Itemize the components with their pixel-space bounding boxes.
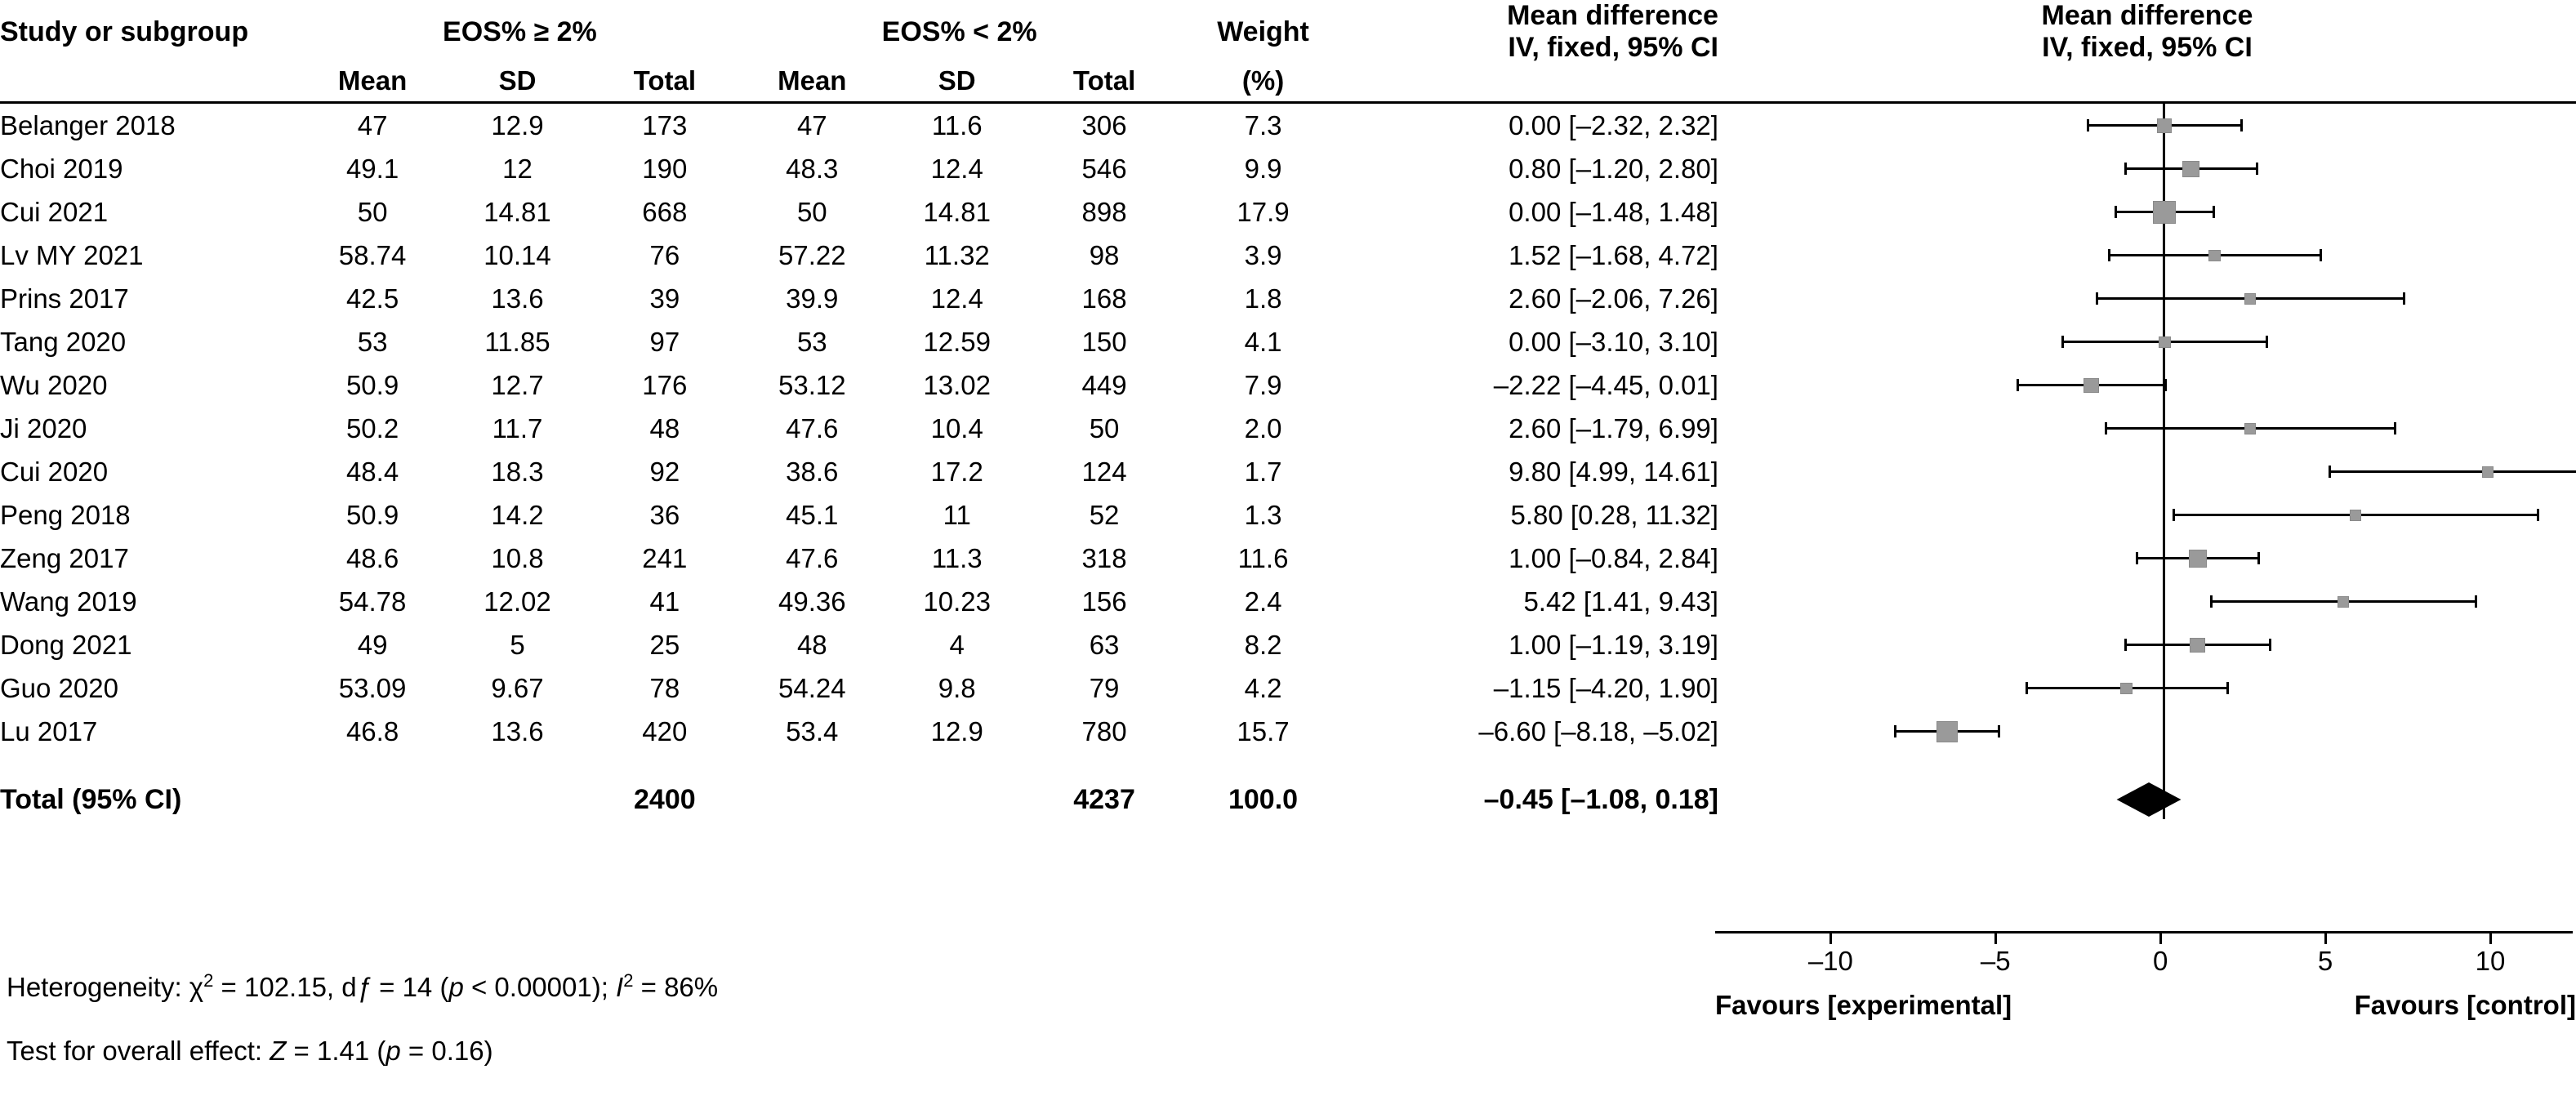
row-mean-2: 53.4	[786, 715, 839, 746]
row-sd-2: 12.9	[930, 715, 983, 746]
row-mean-difference: 5.80 [0.28, 11.32]	[1510, 499, 1718, 530]
row-study-name: Wang 2019	[0, 586, 137, 617]
ci-cap-left	[2096, 292, 2098, 305]
header-group-2: EOS% < 2%	[881, 16, 1037, 47]
row-plot	[1718, 277, 2576, 320]
row-plot-cell	[1718, 407, 2576, 450]
ci-cap-right	[2266, 336, 2268, 348]
row-plot	[1718, 363, 2576, 407]
header-mean-difference	[1347, 0, 1718, 65]
effect-marker	[2244, 293, 2256, 305]
row-weight: 1.7	[1244, 456, 1282, 487]
row-sd-2: 11.3	[931, 542, 983, 573]
header-total-1: Total	[633, 65, 697, 96]
header-spacer	[0, 65, 300, 103]
row-plot	[1718, 190, 2576, 234]
axis-label-right: Favours [control]	[2354, 990, 2576, 1020]
total-mean-difference: –0.45 [–1.08, 0.18]	[1483, 783, 1718, 815]
ci-cap-left	[2173, 509, 2175, 521]
row-plot	[1718, 493, 2576, 537]
row-weight: 2.4	[1244, 586, 1282, 617]
row-mean-2: 47.6	[786, 542, 839, 573]
row-total-1: 36	[649, 499, 680, 530]
effect-marker	[2189, 550, 2207, 568]
row-study-name: Zeng 2017	[0, 542, 129, 573]
table-row[interactable]	[0, 234, 2576, 277]
ci-cap-left	[2115, 206, 2117, 218]
table-row[interactable]	[0, 710, 2576, 753]
row-plot	[1718, 407, 2576, 450]
ci-cap-right	[2164, 379, 2167, 391]
row-mean-1: 46.8	[345, 715, 399, 746]
row-mean-2: 38.6	[786, 456, 839, 487]
zero-effect-line	[2163, 448, 2165, 495]
header-plot-title: Mean difference	[2041, 0, 2253, 31]
row-total-1: 76	[649, 239, 680, 270]
row-mean-difference: 5.42 [1.41, 9.43]	[1523, 586, 1718, 617]
row-study-name: Ji 2020	[0, 412, 87, 443]
row-mean-1: 48.6	[345, 542, 399, 573]
row-sd-2: 4	[949, 629, 965, 660]
row-weight: 11.6	[1237, 542, 1289, 573]
header-plot-sub: IV, fixed, 95% CI	[2042, 32, 2253, 63]
row-sd-2: 11.32	[924, 239, 990, 270]
effect-marker	[2482, 466, 2494, 478]
ci-cap-right	[2320, 249, 2322, 261]
row-total-1: 241	[642, 542, 688, 573]
row-study-name: Dong 2021	[0, 629, 132, 660]
row-sd-1: 12.9	[445, 103, 590, 148]
row-sd-1: 12.7	[491, 369, 544, 400]
row-sd-1: 5	[510, 629, 525, 660]
row-plot-cell	[1718, 666, 2576, 710]
table-row[interactable]	[0, 623, 2576, 666]
row-plot	[1718, 320, 2576, 363]
row-total-2: 898	[1081, 196, 1127, 227]
row-mean-difference: 2.60 [–1.79, 6.99]	[1509, 412, 1718, 443]
row-weight: 15.7	[1237, 715, 1290, 746]
header-weight-unit: (%)	[1241, 65, 1285, 96]
row-sd-2: 10.23	[923, 586, 991, 617]
table-row[interactable]	[0, 580, 2576, 623]
row-study-name: Peng 2018	[0, 499, 131, 530]
effect-marker	[2244, 423, 2256, 434]
ci-cap-left	[2136, 552, 2138, 564]
row-mean-difference: –6.60 [–8.18, –5.02]	[1478, 715, 1718, 746]
row-sd-1: 18.3	[491, 456, 544, 487]
row-study-name: Wu 2020	[0, 369, 108, 400]
row-total-2: 318	[1081, 542, 1127, 573]
row-plot-cell	[1718, 710, 2576, 753]
row-sd-2: 11	[943, 499, 971, 530]
row-total-1: 41	[649, 586, 680, 617]
row-weight: 8.2	[1244, 629, 1282, 660]
table-row[interactable]	[0, 407, 2576, 450]
row-plot	[1718, 234, 2576, 277]
ci-cap-left	[2105, 422, 2107, 434]
row-mean-2: 48	[796, 629, 827, 660]
header-md-title: Mean difference	[1507, 0, 1718, 31]
row-total-2: 50	[1089, 412, 1120, 443]
row-sd-2: 14.81	[923, 196, 991, 227]
table-row[interactable]	[0, 363, 2576, 407]
row-mean-2: 49.36	[778, 586, 846, 617]
row-weight: 9.9	[1244, 153, 1282, 184]
ci-cap-right	[2394, 422, 2396, 434]
axis-tick	[1829, 933, 1832, 944]
row-mean-2: 48.3	[786, 153, 839, 184]
row-plot	[1718, 147, 2576, 190]
row-sd-1: 14.81	[484, 196, 551, 227]
axis-tick	[2159, 933, 2162, 944]
row-sd-1: 14.2	[491, 499, 544, 530]
row-plot-cell	[1718, 103, 2576, 148]
row-sd-1: 12.02	[484, 586, 551, 617]
effect-marker	[2182, 161, 2199, 177]
total-weight: 100.0	[1228, 783, 1299, 815]
row-plot-cell	[1718, 580, 2576, 623]
table-row[interactable]	[0, 147, 2576, 190]
row-total-1: 173	[590, 103, 739, 148]
axis-tick-label: 10	[2475, 946, 2506, 976]
row-mean-1: 42.5	[345, 283, 399, 314]
header-md-spacer	[1347, 65, 1718, 103]
plot-axis	[1715, 931, 2576, 1103]
ci-cap-right	[2213, 206, 2215, 218]
row-sd-1: 11.85	[484, 326, 550, 357]
row-total-2: 156	[1081, 586, 1127, 617]
heterogeneity-stat: Heterogeneity: $\chi^2 = 102.15$, dƒ = 14 (p < 0.00001); $I^2 = 86\%$	[7, 970, 719, 1002]
row-mean-difference: 1.00 [–1.19, 3.19]	[1509, 629, 1718, 660]
ci-cap-right	[2269, 639, 2271, 651]
row-plot	[1718, 623, 2576, 666]
row-mean-1: 53	[357, 326, 388, 357]
row-mean-1: 47	[300, 103, 445, 148]
ci-cap-right	[2403, 292, 2405, 305]
ci-cap-left	[2087, 119, 2089, 131]
total-row	[0, 774, 2576, 825]
row-total-2: 63	[1089, 629, 1120, 660]
row-sd-2: 13.02	[923, 369, 991, 400]
row-total-2: 150	[1081, 326, 1127, 357]
table-row[interactable]	[0, 320, 2576, 363]
row-mean-difference: 0.00 [–3.10, 3.10]	[1509, 326, 1718, 357]
zero-effect-line	[2163, 708, 2165, 755]
row-total-1: 92	[649, 456, 680, 487]
ci-cap-right	[2537, 509, 2539, 521]
row-sd-2: 17.2	[930, 456, 983, 487]
row-plot	[1718, 104, 2576, 147]
row-total-1: 668	[642, 196, 688, 227]
row-mean-2: 39.9	[786, 283, 839, 314]
row-sd-1: 9.67	[491, 672, 544, 703]
row-sd-1: 13.6	[491, 715, 544, 746]
row-weight: 7.9	[1244, 369, 1282, 400]
row-mean-difference: 0.80 [–1.20, 2.80]	[1509, 153, 1718, 184]
row-total-1: 420	[642, 715, 688, 746]
ci-cap-right	[2257, 552, 2260, 564]
row-plot-cell	[1718, 493, 2576, 537]
row-study-name: Guo 2020	[0, 672, 118, 703]
zero-effect-line	[2163, 492, 2165, 538]
row-study-name: Prins 2017	[0, 283, 129, 314]
row-mean-difference: 1.52 [–1.68, 4.72]	[1509, 239, 1718, 270]
axis-tick-label: –5	[1980, 946, 2011, 976]
row-mean-1: 50	[357, 196, 388, 227]
row-plot-cell	[1718, 190, 2576, 234]
axis-tick-label: –10	[1807, 946, 1853, 976]
row-sd-1: 10.14	[484, 239, 551, 270]
row-weight: 4.2	[1244, 672, 1282, 703]
row-total-2: 79	[1089, 672, 1120, 703]
table-row[interactable]	[0, 103, 2576, 148]
ci-cap-right	[2256, 163, 2258, 175]
effect-marker	[2208, 250, 2221, 262]
row-sd-2: 12.4	[930, 153, 983, 184]
row-total-2: 306	[1029, 103, 1179, 148]
table-row[interactable]	[0, 666, 2576, 710]
row-total-1: 25	[649, 629, 680, 660]
effect-marker	[2350, 510, 2361, 521]
row-mean-difference: 0.00 [–2.32, 2.32]	[1347, 103, 1718, 148]
row-sd-1: 12	[502, 153, 533, 184]
row-total-1: 39	[649, 283, 680, 314]
row-mean-1: 58.74	[338, 239, 407, 270]
ci-cap-left	[2017, 379, 2019, 391]
row-total-1: 78	[649, 672, 680, 703]
row-sd-1: 13.6	[491, 283, 544, 314]
row-mean-difference: –1.15 [–4.20, 1.90]	[1493, 672, 1718, 703]
overall-effect-stat: Test for overall effect: Z = 1.41 (p = 0.16)	[7, 1036, 493, 1066]
row-total-1: 97	[649, 326, 680, 357]
row-mean-2: 57.22	[778, 239, 846, 270]
header-mean-1: Mean	[337, 65, 408, 96]
row-weight: 4.1	[1244, 326, 1282, 357]
summary-diamond	[1718, 774, 2576, 825]
ci-line	[2329, 470, 2576, 473]
effect-marker	[2190, 638, 2205, 653]
axis-tick-label: 0	[2153, 946, 2168, 976]
row-sd-2: 9.8	[938, 672, 976, 703]
effect-marker	[2157, 118, 2172, 133]
row-mean-2: 47.6	[786, 412, 839, 443]
row-total-2: 168	[1081, 283, 1127, 314]
table-row[interactable]	[0, 450, 2576, 493]
row-plot-cell	[1718, 363, 2576, 407]
table-spacer-row	[0, 753, 2576, 774]
row-study-name: Belanger 2018	[0, 103, 300, 148]
row-plot-cell	[1718, 147, 2576, 190]
row-plot	[1718, 537, 2576, 580]
effect-marker	[2153, 201, 2176, 224]
row-mean-2: 53	[796, 326, 827, 357]
row-study-name: Lu 2017	[0, 715, 98, 746]
row-sd-2: 11.6	[885, 103, 1029, 148]
ci-cap-left	[2210, 595, 2213, 608]
ci-cap-right	[1998, 725, 2000, 737]
row-mean-1: 50.9	[345, 369, 399, 400]
row-plot-cell	[1718, 537, 2576, 580]
ci-cap-left	[2026, 682, 2028, 694]
effect-marker	[1936, 721, 1958, 742]
row-total-1: 48	[649, 412, 680, 443]
ci-cap-left	[2108, 249, 2110, 261]
header-total-2: Total	[1072, 65, 1136, 96]
ci-cap-right	[2226, 682, 2229, 694]
row-plot-cell	[1718, 450, 2576, 493]
ci-cap-left	[2329, 466, 2331, 478]
row-total-2: 52	[1089, 499, 1120, 530]
row-mean-1: 50.2	[345, 412, 399, 443]
row-mean-difference: 2.60 [–2.06, 7.26]	[1509, 283, 1718, 314]
header-plot-spacer	[1718, 65, 2576, 103]
row-mean-1: 53.09	[338, 672, 407, 703]
header-group-1: EOS% ≥ 2%	[443, 16, 597, 47]
row-weight: 7.3	[1179, 103, 1348, 148]
total-label: Total (95% CI)	[0, 783, 182, 815]
row-mean-2: 47	[740, 103, 885, 148]
row-weight: 1.3	[1244, 499, 1282, 530]
row-total-2: 124	[1081, 456, 1127, 487]
total-total-2: 4237	[1073, 783, 1135, 815]
header-md-sub: IV, fixed, 95% CI	[1508, 32, 1718, 63]
total-plot-cell	[1718, 774, 2576, 825]
row-plot	[1718, 710, 2576, 753]
table-row[interactable]	[0, 537, 2576, 580]
row-mean-2: 53.12	[778, 369, 846, 400]
effect-marker	[2159, 336, 2171, 349]
row-weight: 17.9	[1237, 196, 1290, 227]
row-mean-difference: 0.00 [–1.48, 1.48]	[1509, 196, 1718, 227]
row-sd-2: 10.4	[930, 412, 983, 443]
header-weight: Weight	[1217, 16, 1309, 47]
axis-tick	[1994, 933, 1997, 944]
row-plot	[1718, 666, 2576, 710]
row-plot	[1718, 580, 2576, 623]
zero-effect-line	[2163, 578, 2165, 625]
row-mean-difference: –2.22 [–4.45, 0.01]	[1493, 369, 1718, 400]
row-plot	[1718, 450, 2576, 493]
row-total-2: 780	[1081, 715, 1127, 746]
header-sd-1: SD	[498, 65, 537, 96]
row-mean-difference: 1.00 [–0.84, 2.84]	[1509, 542, 1718, 573]
row-study-name: Lv MY 2021	[0, 239, 144, 270]
total-plot	[1718, 774, 2576, 825]
effect-marker	[2338, 596, 2349, 608]
row-mean-1: 50.9	[345, 499, 399, 530]
axis-tick-label: 5	[2317, 946, 2333, 976]
axis-line	[1715, 931, 2573, 933]
row-total-1: 176	[642, 369, 688, 400]
row-sd-2: 12.59	[923, 326, 991, 357]
row-plot-cell	[1718, 234, 2576, 277]
row-total-2: 449	[1081, 369, 1127, 400]
header-mean-2: Mean	[778, 65, 847, 96]
table-row[interactable]	[0, 493, 2576, 537]
row-study-name: Cui 2020	[0, 456, 109, 487]
row-plot-cell	[1718, 623, 2576, 666]
ci-cap-left	[1894, 725, 1896, 737]
axis-label-left: Favours [experimental]	[1715, 990, 2012, 1020]
axis-tick	[2489, 933, 2492, 944]
row-study-name: Cui 2021	[0, 196, 109, 227]
row-mean-1: 49	[357, 629, 388, 660]
row-plot-cell	[1718, 277, 2576, 320]
row-sd-1: 11.7	[492, 412, 543, 443]
axis-tick	[2324, 933, 2327, 944]
row-total-2: 546	[1081, 153, 1127, 184]
table-body	[0, 103, 2576, 826]
row-mean-difference: 9.80 [4.99, 14.61]	[1509, 456, 1718, 487]
row-mean-2: 45.1	[786, 499, 839, 530]
row-mean-2: 54.24	[778, 672, 846, 703]
row-weight: 1.8	[1244, 283, 1282, 314]
row-weight: 3.9	[1244, 239, 1282, 270]
effect-marker	[2084, 378, 2099, 394]
header-sd-2: SD	[938, 65, 976, 96]
row-study-name: Choi 2019	[0, 153, 123, 184]
header-study: Study or subgroup	[0, 16, 249, 47]
row-study-name: Tang 2020	[0, 326, 127, 357]
effect-marker	[2120, 683, 2133, 695]
row-mean-2: 50	[796, 196, 827, 227]
table-header-row-1	[0, 0, 2576, 65]
table-header-row-2	[0, 65, 2576, 103]
ci-cap-right	[2240, 119, 2243, 131]
ci-cap-left	[2124, 639, 2127, 651]
row-mean-1: 49.1	[345, 153, 399, 184]
row-mean-1: 54.78	[338, 586, 407, 617]
total-total-1: 2400	[634, 783, 696, 815]
row-sd-2: 12.4	[930, 283, 983, 314]
row-sd-1: 10.8	[491, 542, 544, 573]
row-plot-cell	[1718, 320, 2576, 363]
ci-cap-right	[2475, 595, 2477, 608]
row-total-2: 98	[1089, 239, 1120, 270]
row-mean-1: 48.4	[345, 456, 399, 487]
table-row[interactable]	[0, 190, 2576, 234]
ci-cap-left	[2124, 163, 2127, 175]
header-plot	[1718, 0, 2576, 65]
table-row[interactable]	[0, 277, 2576, 320]
ci-cap-left	[2061, 336, 2064, 348]
row-total-1: 190	[642, 153, 688, 184]
row-weight: 2.0	[1244, 412, 1282, 443]
